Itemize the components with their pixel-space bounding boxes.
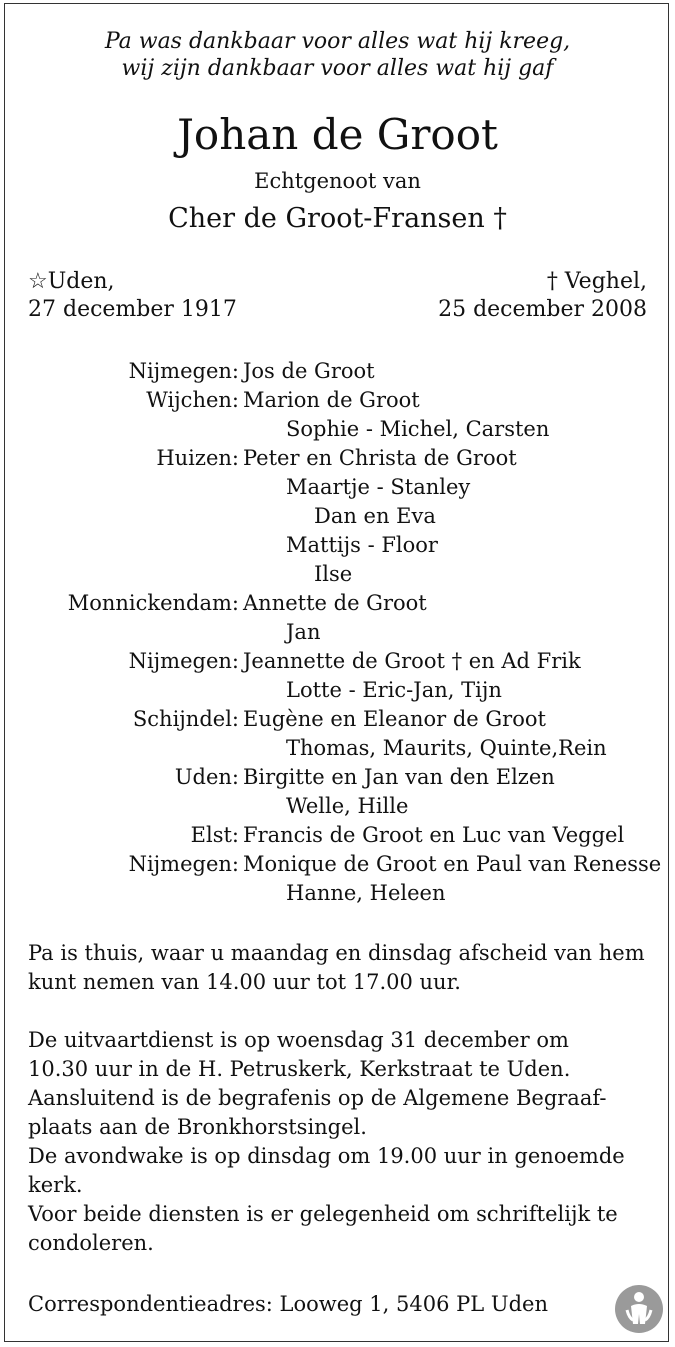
family-place: Monnickendam: — [67, 591, 239, 615]
family-names: Jan — [286, 620, 321, 644]
service-line: kerk. — [28, 1173, 83, 1197]
family-place: Nijmegen: — [128, 359, 239, 383]
family-place: Nijmegen: — [128, 852, 239, 876]
visiting-paragraph — [28, 939, 648, 997]
family-names: Jeannette de Groot † en Ad Frik — [243, 649, 581, 673]
spouse-name: Cher de Groot-Fransen † — [168, 203, 507, 234]
death-place: † Veghel, — [546, 269, 647, 294]
birth-date: 27 december 1917 — [28, 297, 237, 322]
family-names: Hanne, Heleen — [286, 881, 446, 905]
service-line: De uitvaartdienst is op woensdag 31 december om — [28, 1028, 569, 1052]
family-place: Huizen: — [156, 446, 239, 470]
service-line: plaats aan de Bronkhorstsingel. — [28, 1115, 367, 1139]
family-names: Francis de Groot en Luc van Veggel — [243, 823, 625, 847]
family-place: Uden: — [174, 765, 239, 789]
death-info — [438, 268, 647, 324]
service-line: De avondwake is op dinsdag om 19.00 uur in genoemde — [28, 1144, 625, 1168]
family-names: Birgitte en Jan van den Elzen — [243, 765, 555, 789]
service-line: condoleren. — [28, 1231, 154, 1255]
family-names: Ilse — [314, 562, 353, 586]
family-names: Monique de Groot en Paul van Renesse — [243, 852, 662, 876]
motto-line-1: Pa was dankbaar voor alles wat hij kreeg, — [104, 29, 571, 54]
service-line: Voor beide diensten is er gelegenheid om schriftelijk te — [28, 1202, 618, 1226]
family-place: Wijchen: — [146, 388, 239, 412]
deceased-name: Johan de Groot — [177, 110, 498, 159]
family-names: Thomas, Maurits, Quinte,Rein — [286, 736, 607, 760]
family-names: Marion de Groot — [243, 388, 420, 412]
family-names: Peter en Christa de Groot — [243, 446, 517, 470]
family-place: Nijmegen: — [128, 649, 239, 673]
death-date: 25 december 2008 — [438, 297, 647, 322]
service-paragraph — [28, 1026, 648, 1258]
visiting-line: kunt nemen van 14.00 uur tot 17.00 uur. — [28, 970, 461, 994]
family-names: Annette de Groot — [243, 591, 427, 615]
family-names: Lotte - Eric-Jan, Tijn — [286, 678, 502, 702]
birth-place: ☆Uden, — [28, 269, 115, 294]
service-line: Aansluitend is de begrafenis op de Algemene Begraaf- — [28, 1086, 607, 1110]
family-names: Mattijs - Floor — [286, 533, 438, 557]
family-names: Maartje - Stanley — [286, 475, 471, 499]
family-names: Welle, Hille — [286, 794, 409, 818]
relation-label: Echtgenoot van — [254, 169, 421, 193]
family-names: Eugène en Eleanor de Groot — [243, 707, 546, 731]
family-names: Jos de Groot — [243, 359, 375, 383]
service-line: 10.30 uur in de H. Petruskerk, Kerkstraat te Uden. — [28, 1057, 571, 1081]
birth-info — [28, 268, 237, 324]
motto-line-2: wij zijn dankbaar voor alles wat hij gaf — [121, 56, 554, 81]
family-place: Elst: — [190, 823, 239, 847]
visiting-line: Pa is thuis, waar u maandag en dinsdag afscheid van hem — [28, 941, 645, 965]
memorial-figures-icon — [614, 1284, 664, 1334]
family-names: Sophie - Michel, Carsten — [286, 417, 550, 441]
correspondence-address: Correspondentieadres: Looweg 1, 5406 PL Uden — [28, 1292, 548, 1316]
family-place: Schijndel: — [132, 707, 239, 731]
family-names: Dan en Eva — [314, 504, 436, 528]
